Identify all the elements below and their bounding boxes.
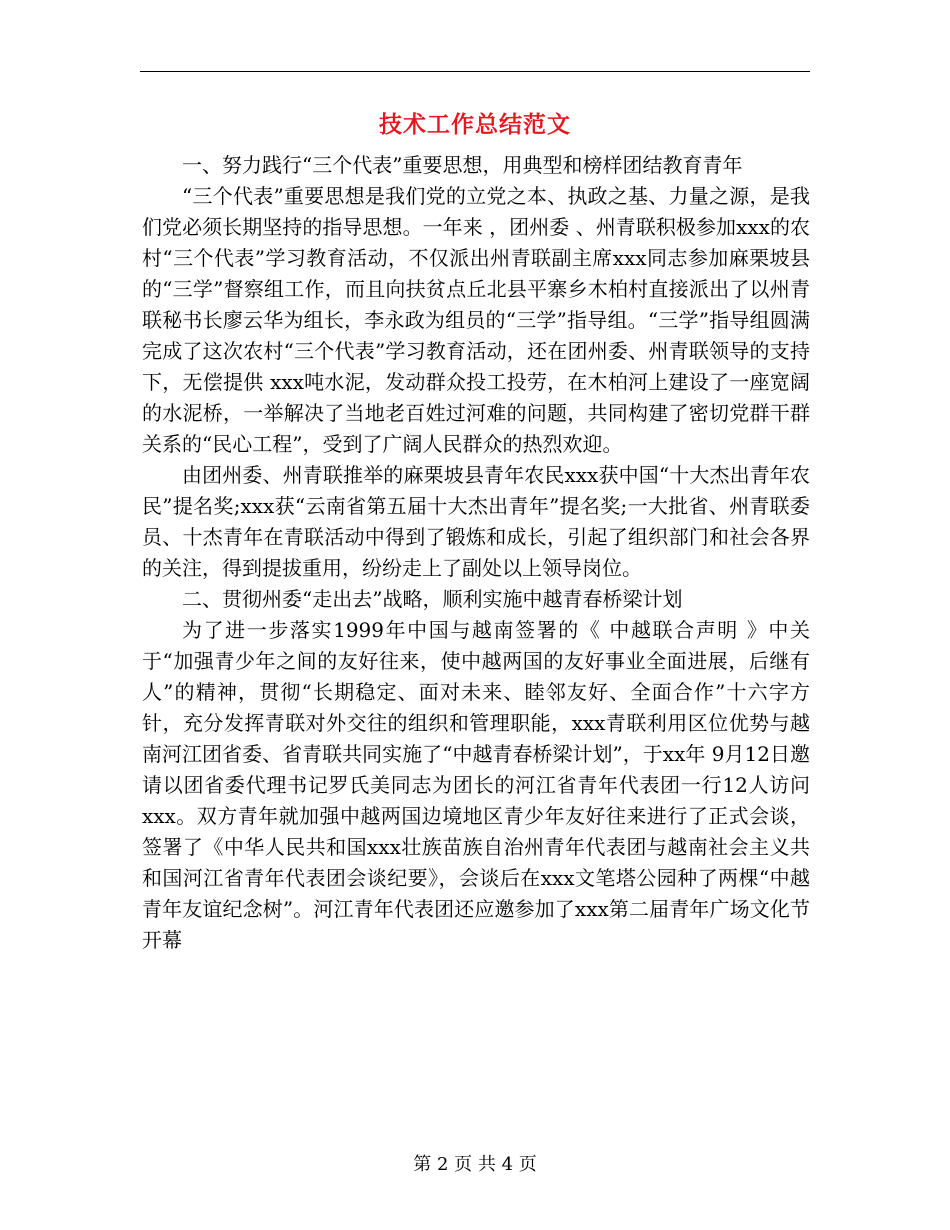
section-heading-1: 一、努力践行“三个代表”重要思想，用典型和榜样团结教育青年 (182, 153, 743, 177)
document-body (142, 150, 810, 956)
document-title: 技术工作总结范文 (379, 111, 571, 138)
page-footer (0, 1152, 950, 1178)
page-number: 第 2 页 共 4 页 (413, 1154, 537, 1175)
header-rule (140, 71, 810, 72)
body-paragraph: 为了进一步落实1999年中国与越南签署的《 中越联合声明 》中关于“加强青少年之间的友好往来，使中越两国的友好事业全面进展，后继有人”的精神，贯彻“长期稳定、面对未来、睦邻友好、全面合作”十六字方针，充分发挥青联对外交往的组织和管理职能，xxx青联利用区位优势与越南河江团省委、省青联共同实施了“中越青春桥梁计划”，于xx年 9月12日邀请以团省委代理书记罗氏美同志为团长的河江省青年代表团一行12人访问xxx。双方青年就加强中越两国边境地区青少年友好往来进行了正式会谈，签署了《中华人民共和国xxx壮族苗族自治州青年代表团与越南社会主义共和国河江省青年代表团会谈纪要》，会谈后在xxx文笔塔公园种了两棵“中越青年友谊纪念树”。河江青年代表团还应邀参加了xxx第二届青年广场文化节开幕 (142, 618, 810, 952)
section-heading-2: 二、贯彻州委“走出去”战略，顺利实施中越青春桥梁计划 (182, 587, 683, 611)
body-paragraph: “三个代表”重要思想是我们党的立党之本、执政之基、力量之源，是我们党必须长期坚持的指导思想。一年来 ，团州委 、州青联积极参加xxx的农村“三个代表”学习教育活动，不仅派出州青联副主席xxx同志参加麻栗坡县的“三学”督察组工作，而且向扶贫点丘北县平寨乡木柏村直接派出了以州青联秘书长廖云华为组长，李永政为组员的“三学”指导组。“三学”指导组圆满完成了这次农村“三个代表”学习教育活动，还在团州委、州青联领导的支持下，无偿提供 xxx吨水泥，发动群众投工投劳，在木柏河上建设了一座宽阔的水泥桥，一举解决了当地老百姓过河难的问题，共同构建了密切党群干群关系的“民心工程”，受到了广阔人民群众的热烈欢迎。 (142, 184, 810, 456)
body-paragraph: 由团州委、州青联推举的麻栗坡县青年农民xxx获中国“十大杰出青年农民”提名奖;xxx获“云南省第五届十大杰出青年”提名奖;一大批省、州青联委员、十杰青年在青联活动中得到了锻炼和成长，引起了组织部门和社会各界的关注，得到提拔重用，纷纷走上了副处以上领导岗位。 (142, 463, 810, 580)
